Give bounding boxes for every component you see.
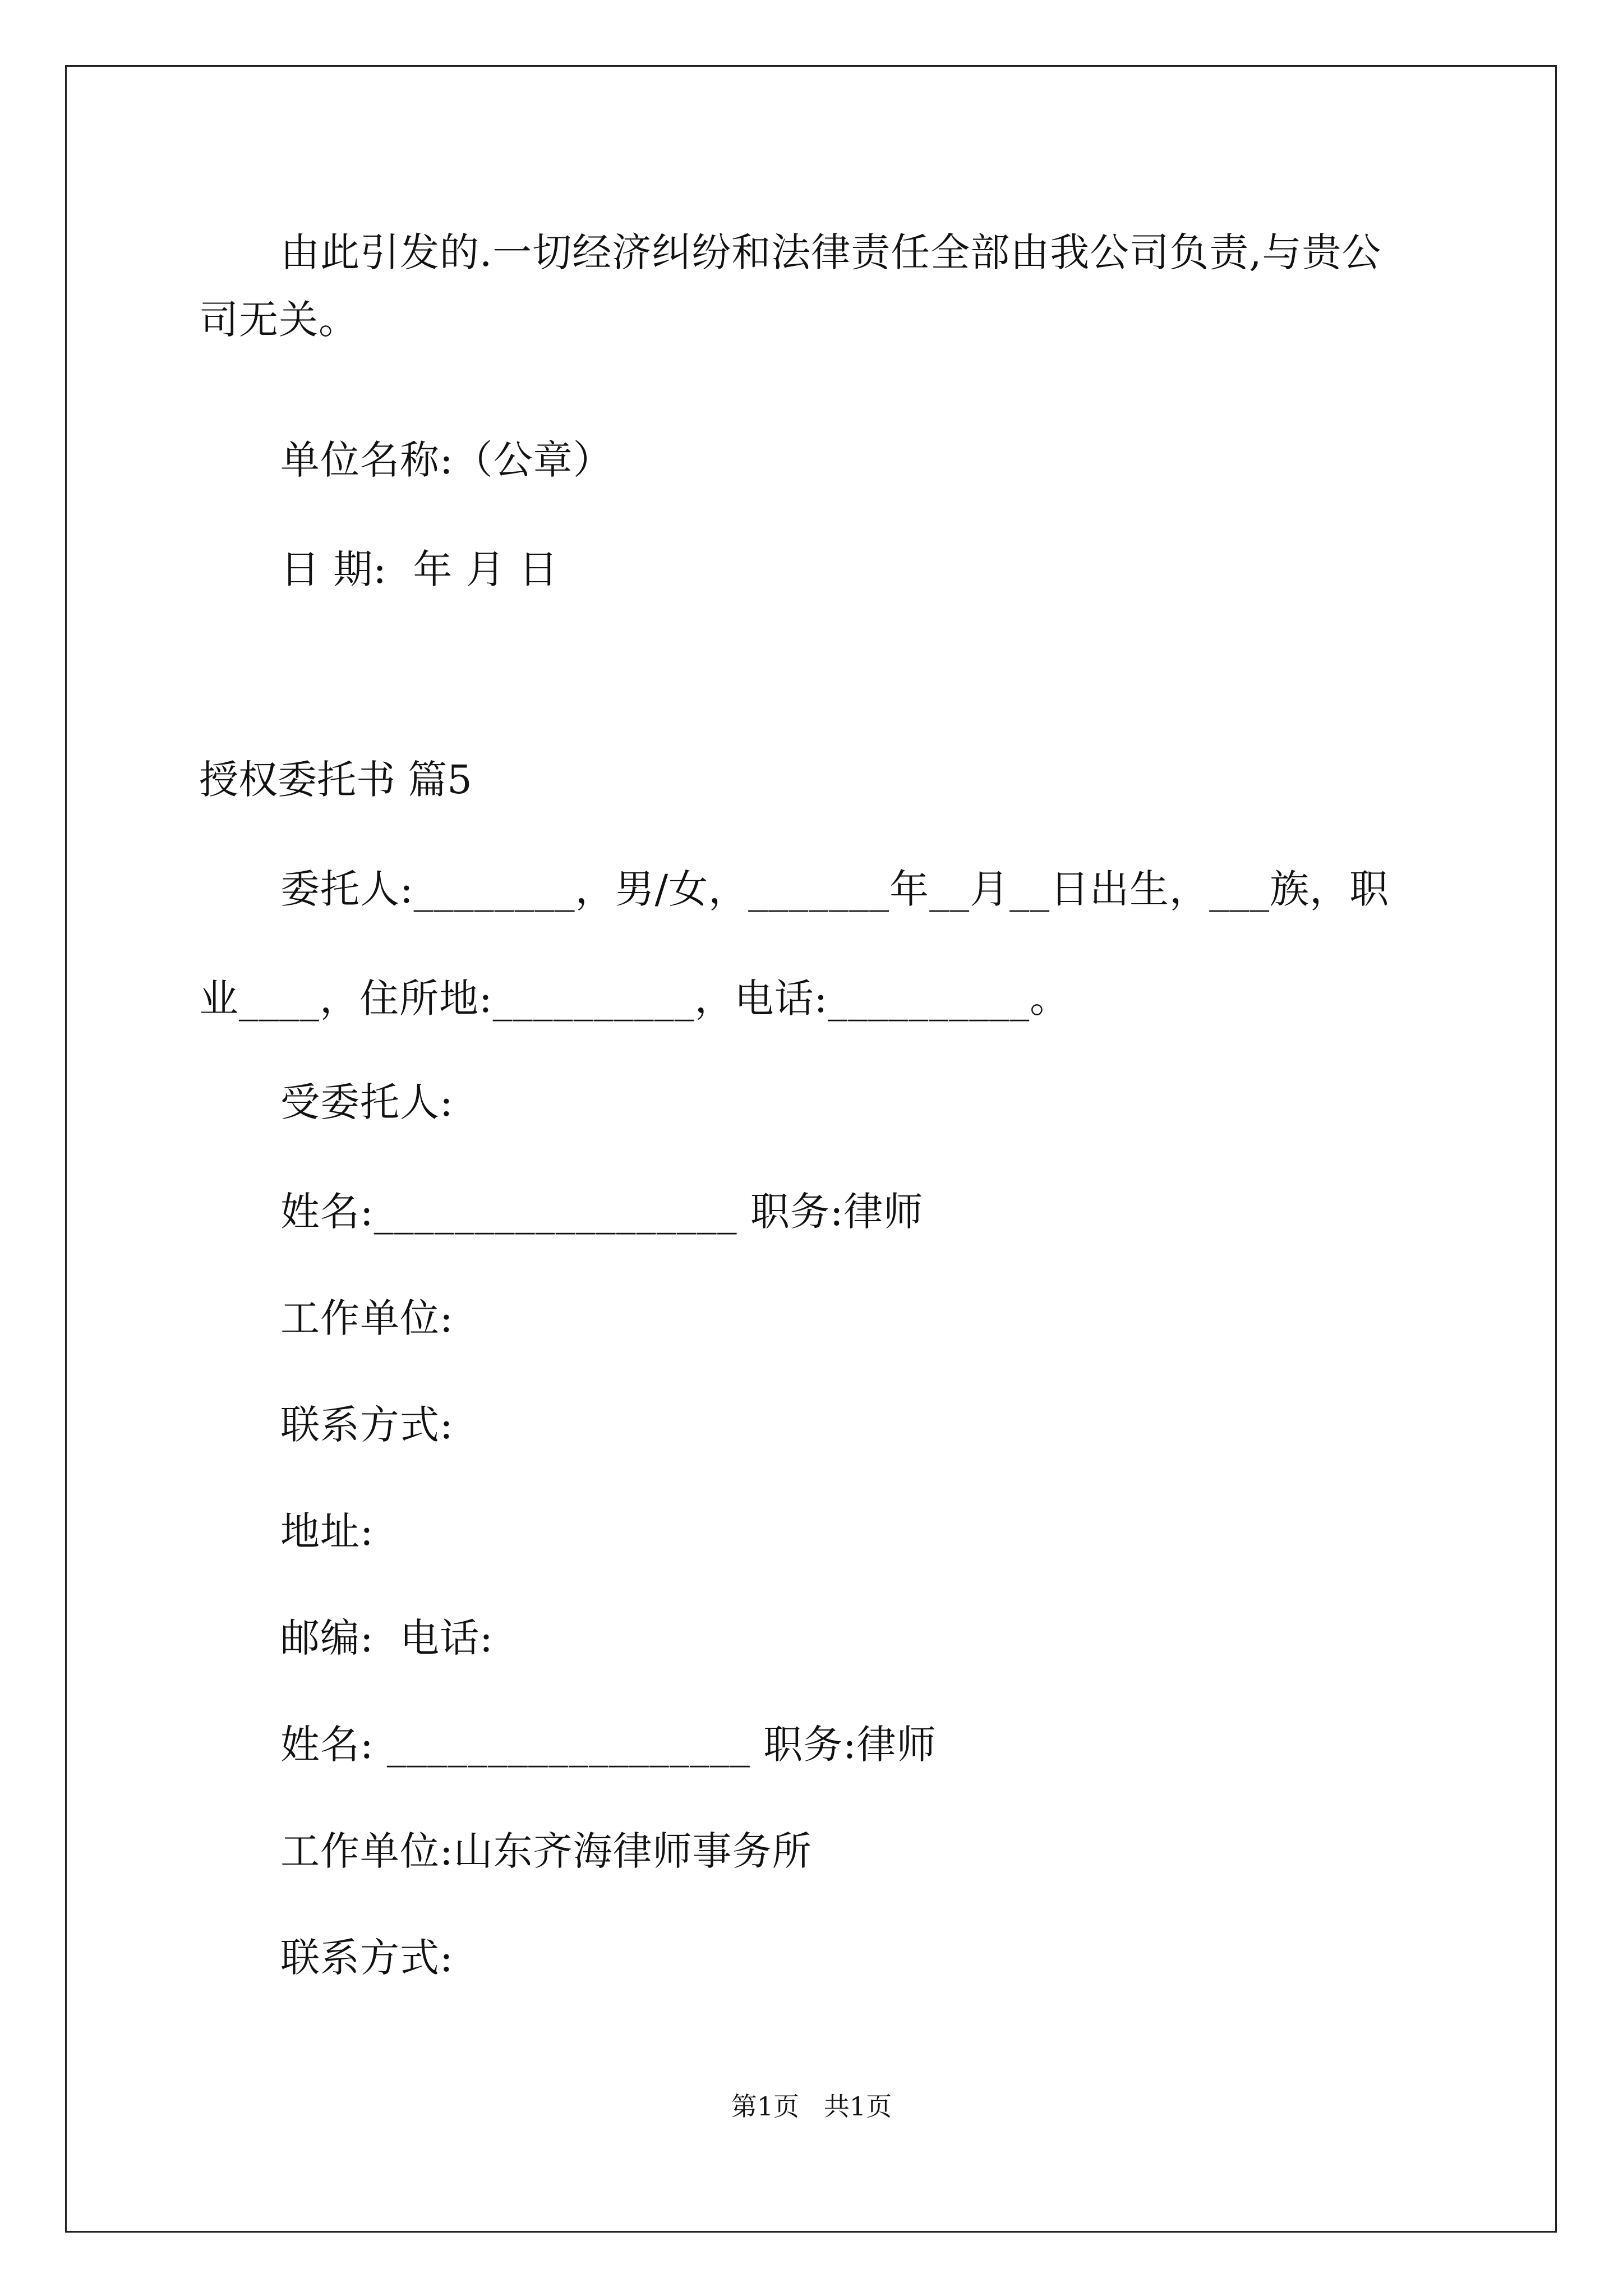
page-frame: [65, 65, 1557, 2233]
page-footer: 第1页 共1页: [731, 2091, 892, 2122]
date-line: 日 期: 年 月 日: [280, 546, 559, 592]
agent1-name-line: 姓名:__________________ 职务:律师: [280, 1189, 924, 1235]
agent1-contact-line: 联系方式:: [280, 1402, 454, 1448]
agent1-workplace-line: 工作单位:: [280, 1295, 454, 1341]
paragraph-line-2: 司无关。: [199, 297, 358, 343]
section-title: 授权委托书 篇5: [199, 757, 472, 803]
agent1-postcode-phone-line: 邮编: 电话:: [280, 1615, 494, 1661]
paragraph-line-1: 由此引发的.一切经济纠纷和法律责任全部由我公司负责,与贵公: [280, 229, 1382, 275]
agent2-workplace-line: 工作单位:山东齐海律师事务所: [280, 1828, 812, 1874]
agent2-contact-line: 联系方式:: [280, 1935, 454, 1981]
agent1-address-line: 地址:: [280, 1508, 374, 1554]
unit-name-line: 单位名称:（公章）: [280, 437, 613, 483]
principal-line-2: 业____，住所地:__________，电话:__________。: [199, 976, 1070, 1022]
principal-line-1: 委托人:________，男/女，_______年__月__日出生，___族，职: [280, 866, 1390, 912]
agent2-name-line: 姓名: __________________ 职务:律师: [280, 1722, 937, 1768]
agent-heading: 受委托人:: [280, 1079, 454, 1125]
